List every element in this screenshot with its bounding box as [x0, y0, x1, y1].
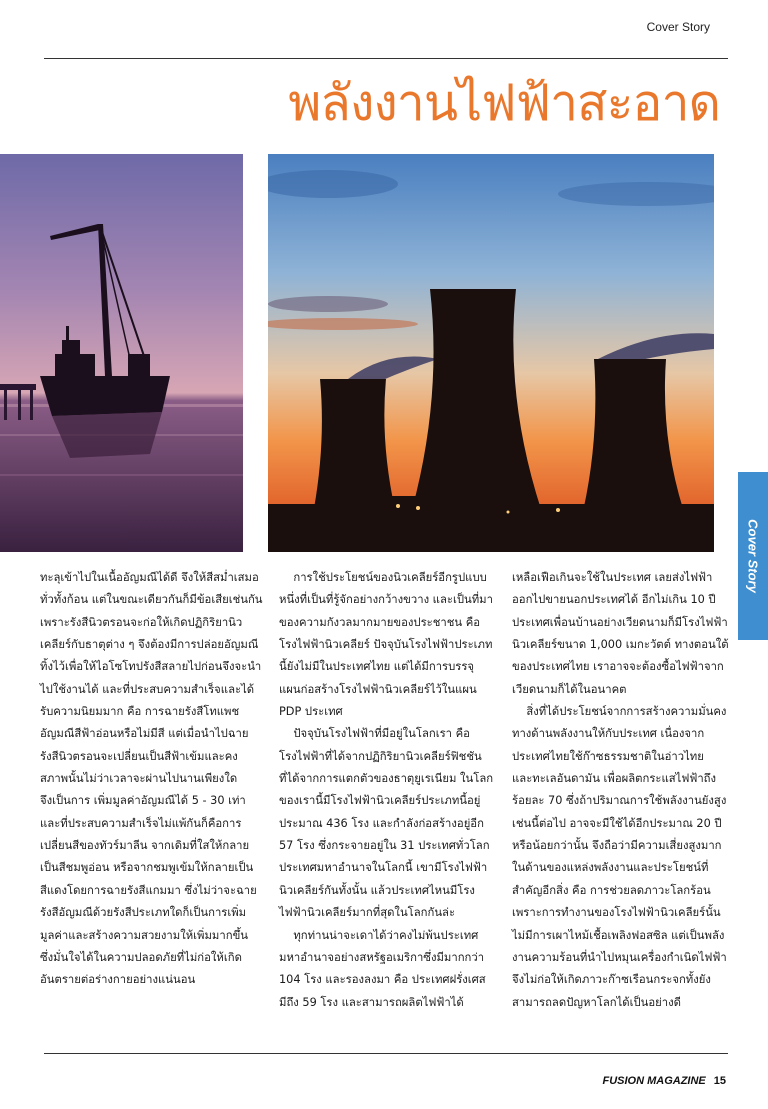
text-line: ซึ่งมั่นใจได้ในความปลอดภัยที่ไม่ก่อให้เกิด	[40, 950, 242, 964]
text-line: ที่ได้จากการแตกตัวของธาตุยูเรเนียม ในโลก	[279, 772, 494, 786]
column-2-text	[279, 567, 494, 1014]
text-line: ประเทศเพื่อนบ้านอย่างเวียดนามก็มีโรงไฟฟ้า	[512, 615, 728, 629]
text-line: งานความร้อนที่นำไปหมุนเครื่องกำเนิดไฟฟ้า	[512, 950, 727, 964]
side-tab	[738, 472, 768, 640]
text-line: แผนก่อสร้างโรงไฟฟ้านิวเคลียร์ไว้ในแผน	[279, 682, 477, 696]
footer-rule	[44, 1053, 728, 1054]
text-line: เช่นนี้ต่อไป อาจจะมีใช้ได้อีกประมาณ 20 ปี	[512, 816, 722, 830]
text-line: ไม่มีการเผาไหม้เชื้อเพลิงฟอสซิล แต่เป็นพลัง	[512, 928, 725, 942]
column-1-text	[40, 567, 263, 992]
text-line: ทุกท่านน่าจะเดาได้ว่าคงไม่พ้นประเทศ	[279, 928, 479, 942]
text-line: สามารถลดปัญหาโลกได้เป็นอย่างดี	[512, 995, 681, 1009]
magazine-name: FUSION MAGAZINE	[602, 1075, 706, 1087]
text-line: ประเทศมหาอำนาจในโลกนี้ เขามีโรงไฟฟ้า	[279, 861, 488, 875]
text-line: ร้อยละ 70 ซึ่งถ้าปริมาณการใช้พลังงานยังสูง	[512, 794, 727, 808]
text-line: รังสีนิวตรอนจะเปลี่ยนเป็นสีฟ้าเข้มและคง	[40, 749, 238, 763]
text-line: ประมาณ 436 โรง และกำลังก่อสร้างอยู่อีก	[279, 816, 484, 830]
text-line: ทะลุเข้าไปในเนื้ออัญมณีได้ดี จึงให้สีสม่ำเสมอ	[40, 571, 259, 584]
text-line: ทางด้านพลังงานให้กับประเทศ เนื่องจาก	[512, 727, 705, 741]
text-line: รับความนิยมมาก คือ การฉายรังสีโทแพช	[40, 705, 240, 719]
text-line: เพราะรังสีนิวตรอนจะก่อให้เกิดปฏิกิริยานิว	[40, 615, 243, 629]
text-line: และที่ประสบความสำเร็จไม่แพ้กันก็คือการ	[40, 816, 242, 830]
text-column-1	[40, 567, 263, 992]
text-line: ของความกังวลมากมายของประชาชน คือ	[279, 615, 481, 629]
text-line: 57 โรง ซึ่งกระจายอยู่ใน 31 ประเทศทั่วโลก	[279, 839, 490, 853]
text-line: ของเรานี้มีโรงไฟฟ้านิวเคลียร์ประเภทนี้อยู่	[279, 794, 481, 808]
text-line: ไฟฟ้านิวเคลียร์มากที่สุดในโลกกันล่ะ	[279, 906, 456, 920]
text-line: ออกไปขายนอกประเทศได้ อีกไม่เกิน 10 ปี	[512, 593, 716, 607]
text-line: เพราะการทำงานของโรงไฟฟ้านิวเคลียร์นั้น	[512, 906, 721, 920]
text-line: โรงไฟฟ้าที่ได้จากปฏิกิริยานิวเคลียร์ฟิชชัน	[279, 749, 482, 763]
text-line: เปลี่ยนสีของทัวร์มาลีน จากเดิมที่ใสให้กลาย	[40, 839, 250, 853]
text-line: นี้ยังไม่มีในประเทศไทย แต่ได้มีการบรรจุ	[279, 660, 475, 674]
text-line: PDP ประเทศ	[279, 705, 343, 719]
page-footer	[602, 1075, 726, 1087]
text-line: สำคัญอีกสิ่ง คือ การช่วยลดภาวะโลกร้อน	[512, 883, 711, 897]
text-line: มีถึง 59 โรง และสามารถผลิตไฟฟ้าได้	[279, 995, 464, 1009]
text-line: ไปใช้งานได้ และที่ประสบความสำเร็จและได้	[40, 682, 255, 696]
text-line: ประเทศไทยใช้ก๊าซธรรมชาติในอ่าวไทย	[512, 749, 704, 763]
text-line: 104 โรง และรองลงมา คือ ประเทศฝรั่งเศส	[279, 973, 486, 987]
side-tab-label: Cover Story	[745, 519, 761, 593]
text-line: ของประเทศไทย เราอาจจะต้องซื้อไฟฟ้าจาก	[512, 660, 724, 674]
text-line: โรงไฟฟ้านิวเคลียร์ ปัจจุบันโรงไฟฟ้าประเภท	[279, 638, 493, 652]
text-line: เวียดนามก็ได้ในอนาคต	[512, 682, 627, 696]
text-line: นิวเคลียร์ขนาด 1,000 เมกะวัตต์ ทางตอนใต้	[512, 638, 729, 652]
text-line: ทิ้งไว้เพื่อให้ไอโซโทปรังสีสลายไปก่อนจึงจะนำ	[40, 660, 262, 674]
text-line: มูลค่าและสร้างความสวยงามให้เพิ่มมากขึ้น	[40, 928, 249, 942]
text-line: เป็นสีชมพูอ่อน หรือจากชมพูเข้มให้กลายเป็น	[40, 861, 254, 875]
text-line: มหาอำนาจอย่างสหรัฐอเมริกาซึ่งมีมากกว่า	[279, 950, 485, 964]
text-line: จึงไม่ก่อให้เกิดภาวะก๊าซเรือนกระจกทั้งยัง	[512, 973, 711, 987]
text-line: สิ่งที่ได้ประโยชน์จากการสร้างความมั่นคง	[512, 705, 727, 719]
text-column-2	[279, 567, 494, 1014]
text-line: การใช้ประโยชน์ของนิวเคลียร์อีกรูปแบบ	[279, 571, 487, 584]
text-line: เหลือเฟือเกินจะใช้ในประเทศ เลยส่งไฟฟ้า	[512, 571, 713, 584]
page-number: 15	[713, 1075, 726, 1087]
text-line: อัญมณีสีฟ้าอ่อนหรือไม่มีสี แต่เมื่อนำไปฉาย	[40, 727, 249, 741]
text-line: อันตรายต่อร่างกายอย่างแน่นอน	[40, 973, 196, 987]
text-line: สภาพนั้นไม่ว่าเวลาจะผ่านไปนานเพียงใด	[40, 772, 238, 786]
text-line: สีแดงโดยการฉายรังสีแกมมา ซึ่งไม่ว่าจะฉาย	[40, 883, 257, 897]
text-line: ทั่วทั้งก้อน แต่ในขณะเดียวกันก็มีข้อเสียเช่นกัน	[40, 593, 263, 607]
header-rule	[44, 58, 728, 59]
text-line: รังสีอัญมณีด้วยรังสีประเภทใดก็เป็นการเพิ่ม	[40, 906, 247, 920]
text-line: หรือน้อยกว่านั้น จึงถือว่ามีความเสี่ยงสูงมาก	[512, 839, 722, 853]
ship-crane-photo	[0, 154, 243, 552]
cooling-towers-photo	[268, 154, 714, 552]
section-label: Cover Story	[646, 20, 710, 34]
text-line: เคลียร์กับธาตุต่าง ๆ จึงต้องมีการปล่อยอัญมณี	[40, 638, 259, 652]
text-column-3	[512, 567, 729, 1014]
text-line: ปัจจุบันโรงไฟฟ้าที่มีอยู่ในโลกเรา คือ	[279, 727, 470, 741]
text-line: จึงเป็นการ เพิ่มมูลค่าอัญมณีได้ 5 - 30 เท่า	[40, 794, 246, 808]
text-line: ในด้านของแหล่งพลังงานและประโยชน์ที่	[512, 861, 709, 875]
page-headline: พลังงานไฟฟ้าสะอาด	[288, 74, 720, 132]
text-line: และทะเลอันดามัน เพื่อผลิตกระแสไฟฟ้าถึง	[512, 772, 717, 786]
text-line: หนึ่งที่เป็นที่รู้จักอย่างกว้างขวาง และเป็นที่มา	[279, 593, 493, 607]
column-3-text	[512, 567, 729, 1014]
text-line: นิวเคลียร์กันทั้งนั้น แล้วประเทศไหนมีโรง	[279, 883, 475, 897]
